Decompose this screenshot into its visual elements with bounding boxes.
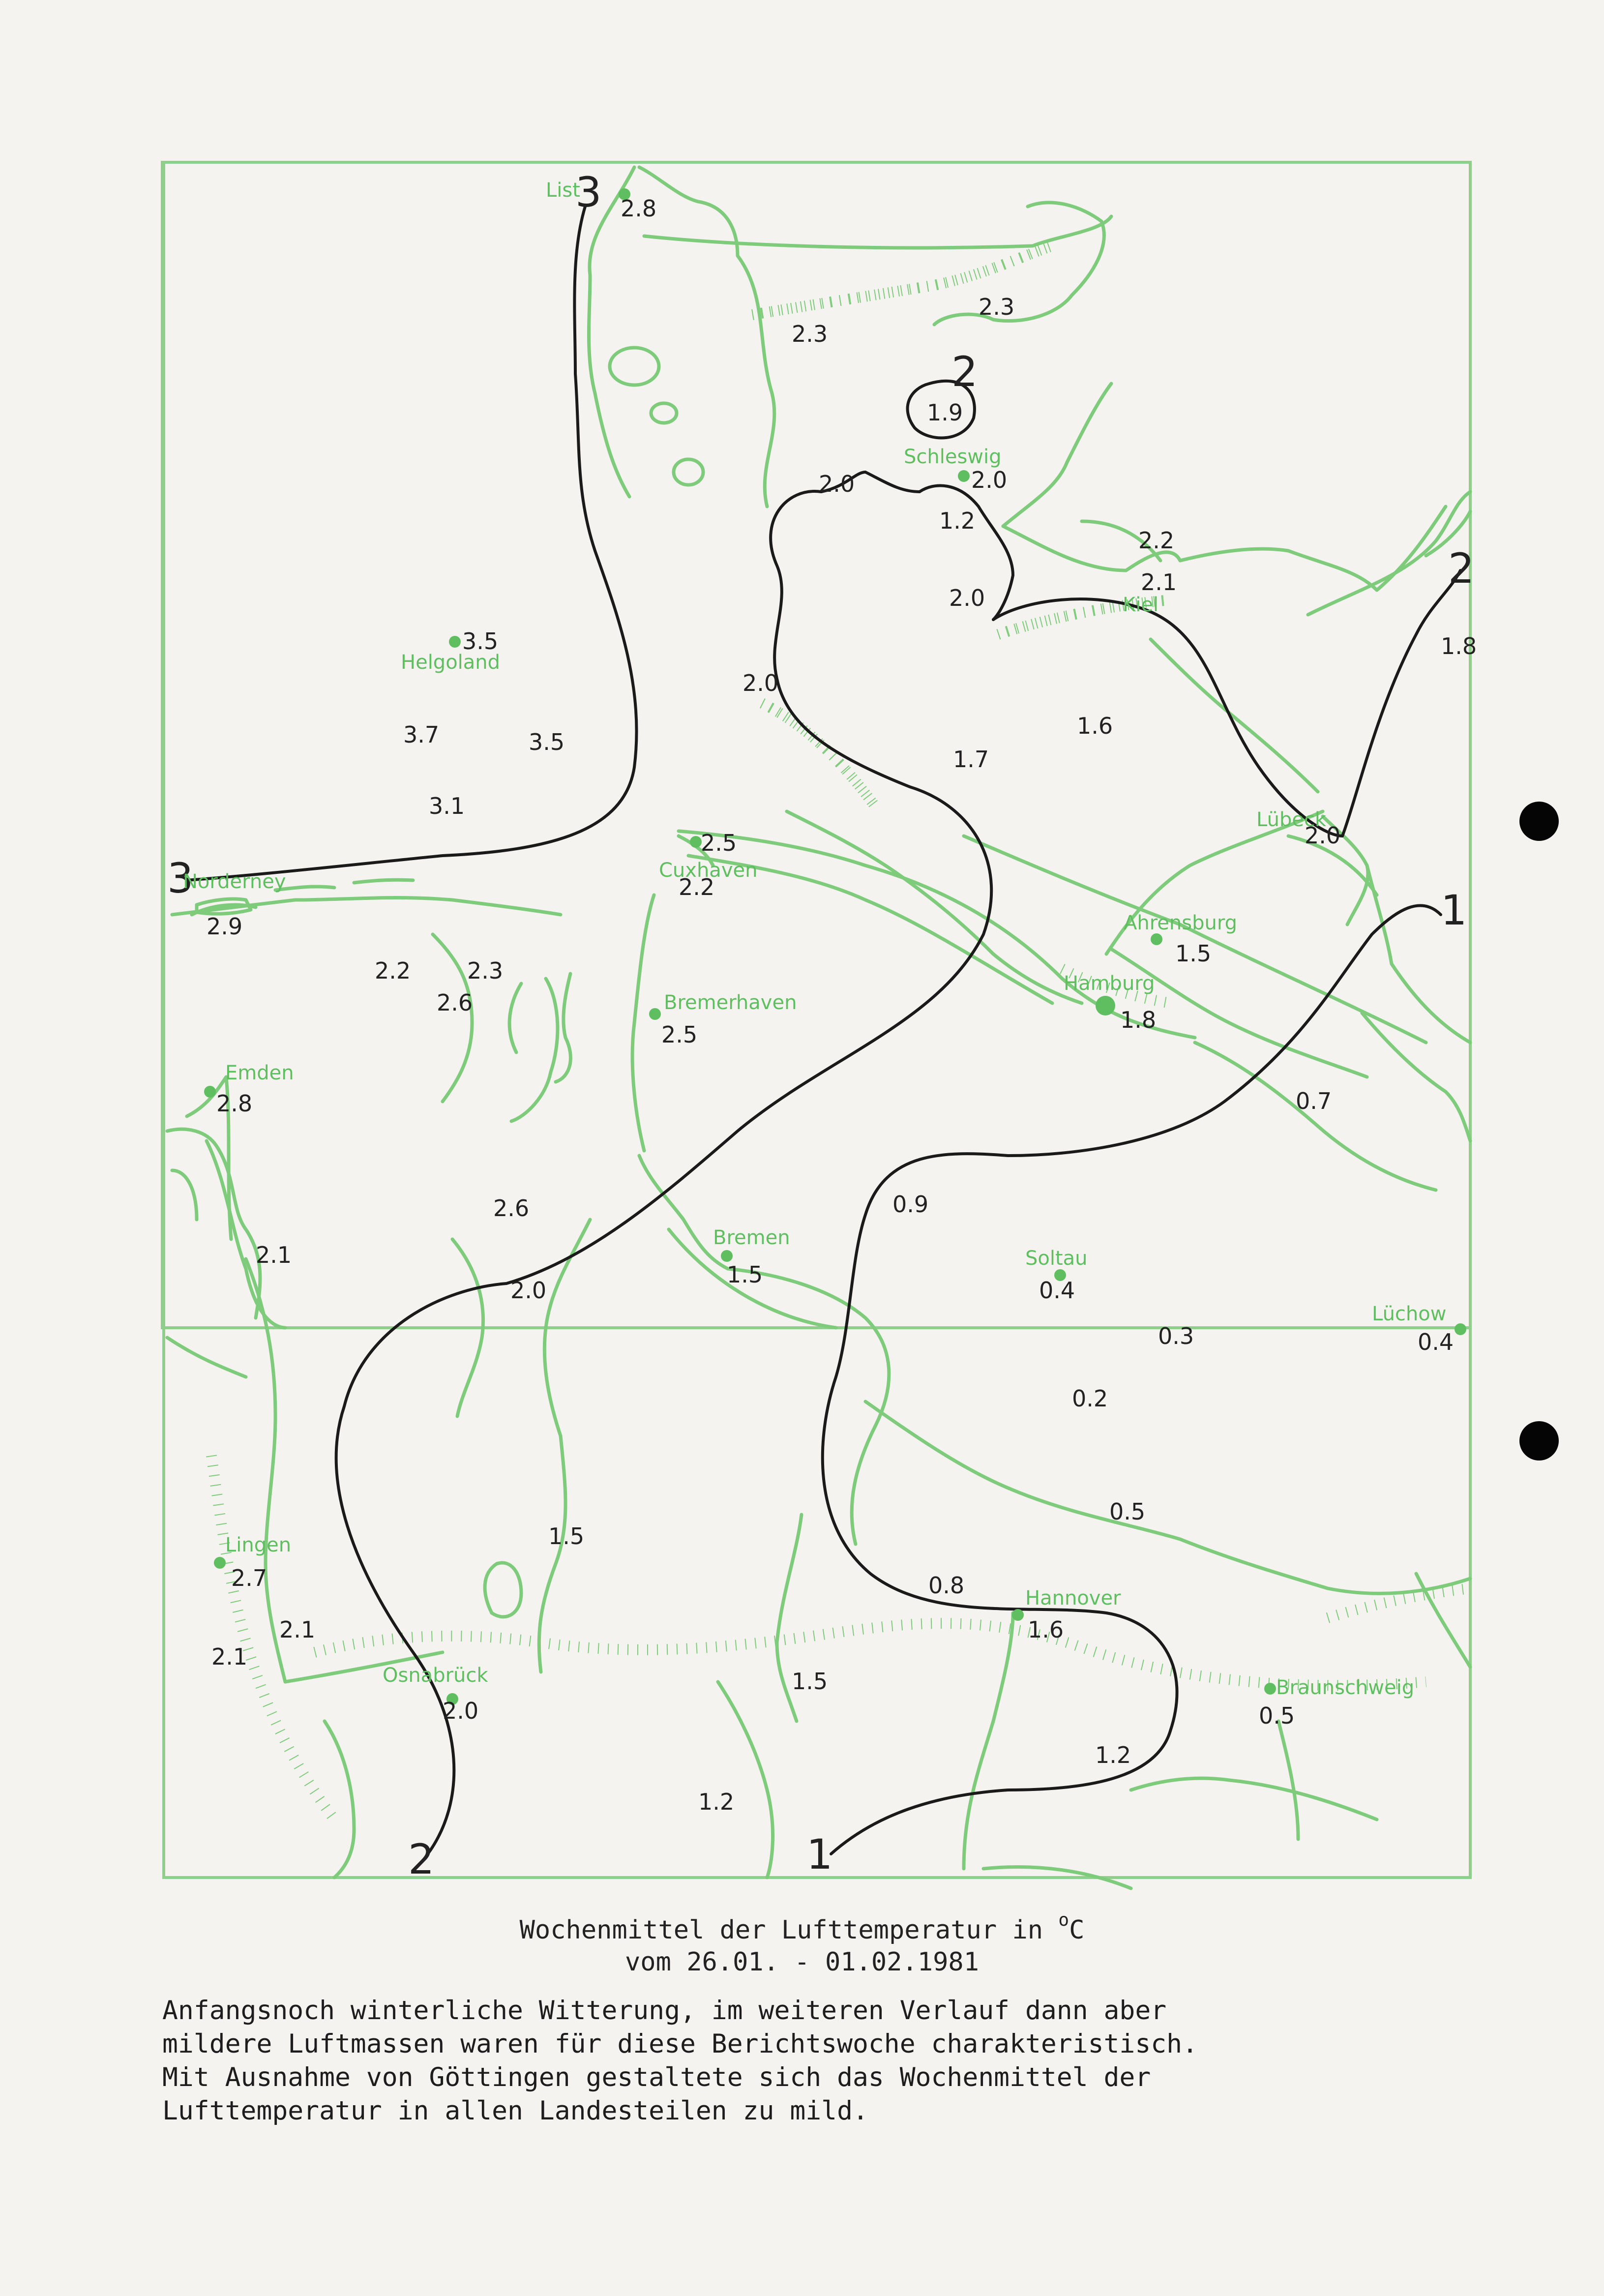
station-dot: [214, 1557, 226, 1569]
temp-value: 2.8: [621, 195, 657, 222]
isotherm-2-kiel: [993, 599, 1342, 836]
city-label-ahrensburg: Ahrensburg: [1124, 912, 1237, 934]
map-caption-title: [0, 1910, 1604, 1945]
temp-value: 0.8: [928, 1572, 965, 1599]
city-label-soltau: Soltau: [1025, 1247, 1088, 1270]
temp-value: 1.8: [1120, 1007, 1157, 1033]
city-label-emden: Emden: [225, 1062, 294, 1084]
temp-value: 2.0: [743, 670, 779, 696]
isoline-label: 1: [1441, 886, 1467, 934]
temp-value: 1.5: [727, 1261, 763, 1288]
isotherm-2-east: [1342, 570, 1460, 836]
temp-value: 2.2: [679, 874, 715, 900]
temp-value: 2.1: [211, 1643, 248, 1670]
temp-value: 2.0: [949, 585, 985, 611]
temp-value: 0.3: [1158, 1323, 1194, 1349]
isotherms: [187, 207, 1460, 1854]
temp-value: 1.5: [1175, 940, 1212, 967]
temp-value: 1.2: [939, 507, 976, 534]
isotherm-3: [187, 207, 637, 880]
temp-value: 3.5: [529, 729, 565, 755]
city-label-helgoland: Helgoland: [401, 651, 501, 674]
station-dot: [649, 1008, 661, 1020]
temp-value: 0.9: [892, 1191, 929, 1218]
station-dot: [1455, 1323, 1466, 1335]
temp-value: 3.7: [403, 721, 440, 748]
temp-value: 1.5: [792, 1668, 828, 1695]
city-label-luechow: Lüchow: [1372, 1303, 1447, 1325]
city-label-norderney: Norderney: [183, 870, 286, 893]
isotherm-labels: [167, 168, 1474, 1883]
temp-value: 1.2: [698, 1789, 735, 1815]
station-dot: [1264, 1683, 1276, 1695]
city-label-hannover: Hannover: [1025, 1587, 1121, 1610]
station-dot: [449, 636, 461, 648]
city-label-luebeck: Lübeck: [1256, 808, 1327, 831]
temp-value: 3.5: [462, 628, 499, 655]
temp-value: 2.6: [437, 989, 473, 1016]
temp-value: 2.8: [216, 1090, 253, 1117]
temp-value: 2.3: [792, 321, 828, 347]
city-labels: [183, 179, 1446, 1699]
weather-description: [162, 1994, 1539, 2128]
caption-line-1: Wochenmittel der Lufttemperatur in: [519, 1915, 1043, 1945]
station-dots: [204, 188, 1466, 1705]
city-label-schleswig: Schleswig: [904, 446, 1002, 468]
temp-value: 2.1: [1141, 569, 1177, 596]
temp-value: 2.1: [256, 1242, 292, 1268]
temp-value: 2.0: [443, 1698, 479, 1724]
city-label-bremen: Bremen: [713, 1226, 790, 1249]
temp-value: 0.4: [1039, 1277, 1075, 1304]
temp-value: 2.0: [1305, 822, 1341, 849]
description-line: Lufttemperatur in allen Landesteilen zu mild.: [162, 2096, 868, 2126]
city-label-braunschweig: Braunschweig: [1276, 1676, 1415, 1699]
city-label-lingen: Lingen: [225, 1534, 292, 1556]
map-caption-date-range: vom 26.01. - 01.02.1981: [624, 1947, 980, 1977]
caption-unit: [1058, 1910, 1085, 1945]
caption-unit-letter: C: [1069, 1915, 1085, 1945]
city-label-kiel: Kiel: [1123, 594, 1159, 616]
temp-value: 2.0: [510, 1277, 547, 1304]
temp-value: 1.5: [548, 1523, 585, 1550]
temp-value: 1.6: [1028, 1616, 1064, 1643]
temp-value: 1.6: [1077, 713, 1113, 739]
temp-value: 0.5: [1109, 1498, 1146, 1525]
temp-value: 2.0: [971, 467, 1008, 493]
station-dot: [1096, 996, 1115, 1015]
station-dot: [690, 836, 702, 848]
temp-value: 0.2: [1072, 1385, 1108, 1412]
station-dot: [1012, 1609, 1024, 1621]
city-label-cuxhaven: Cuxhaven: [659, 859, 758, 882]
temp-value: 2.3: [467, 957, 504, 984]
isoline-label: 2: [951, 348, 978, 396]
temp-value: 3.1: [429, 793, 465, 819]
station-dot: [1151, 933, 1162, 945]
description-line: mildere Luftmassen waren für diese Berichtswoche charakteristisch.: [162, 2029, 1198, 2059]
city-label-hamburg: Hamburg: [1064, 972, 1155, 995]
temp-value: 1.9: [927, 399, 963, 426]
temp-value: 0.4: [1418, 1329, 1454, 1355]
temp-value: 1.8: [1441, 633, 1477, 659]
caption-degree: o: [1058, 1910, 1069, 1930]
station-dot: [721, 1250, 733, 1262]
temp-value: 2.7: [231, 1565, 267, 1591]
temp-value: 2.5: [661, 1021, 698, 1048]
isoline-label: 2: [1448, 544, 1475, 593]
isotherm-1: [823, 905, 1441, 1854]
isoline-label: 3: [167, 854, 194, 902]
temp-value: 2.2: [375, 957, 411, 984]
temp-value: 0.5: [1259, 1702, 1295, 1729]
station-dot: [204, 1086, 216, 1098]
city-label-osnabrueck: Osnabrück: [383, 1664, 488, 1687]
map-frame-full: [164, 162, 1470, 1878]
temp-value: 1.7: [953, 746, 989, 773]
temp-value: 2.1: [279, 1616, 316, 1643]
city-label-list: List: [546, 179, 580, 202]
temp-value: 2.5: [701, 830, 737, 856]
description-line: Anfangsnoch winterliche Witterung, im weiteren Verlauf dann aber: [162, 1996, 1167, 2026]
city-label-bremerhaven: Bremerhaven: [664, 991, 797, 1014]
isoline-label: 2: [408, 1835, 435, 1883]
temp-value: 2.2: [1138, 527, 1175, 554]
station-dot: [958, 470, 970, 482]
temp-value: 2.6: [493, 1195, 530, 1222]
temp-value: 2.0: [819, 471, 855, 497]
isoline-label: 3: [575, 168, 602, 216]
description-line: Mit Ausnahme von Göttingen gestaltete sich das Wochenmittel der: [162, 2062, 1151, 2092]
temp-value: 1.2: [1095, 1742, 1131, 1768]
temp-value: 2.9: [207, 913, 243, 940]
temp-value: 0.7: [1296, 1088, 1332, 1114]
isoline-label: 1: [806, 1830, 833, 1879]
temp-value: 2.3: [979, 294, 1015, 320]
temperature-values: [207, 195, 1477, 1815]
